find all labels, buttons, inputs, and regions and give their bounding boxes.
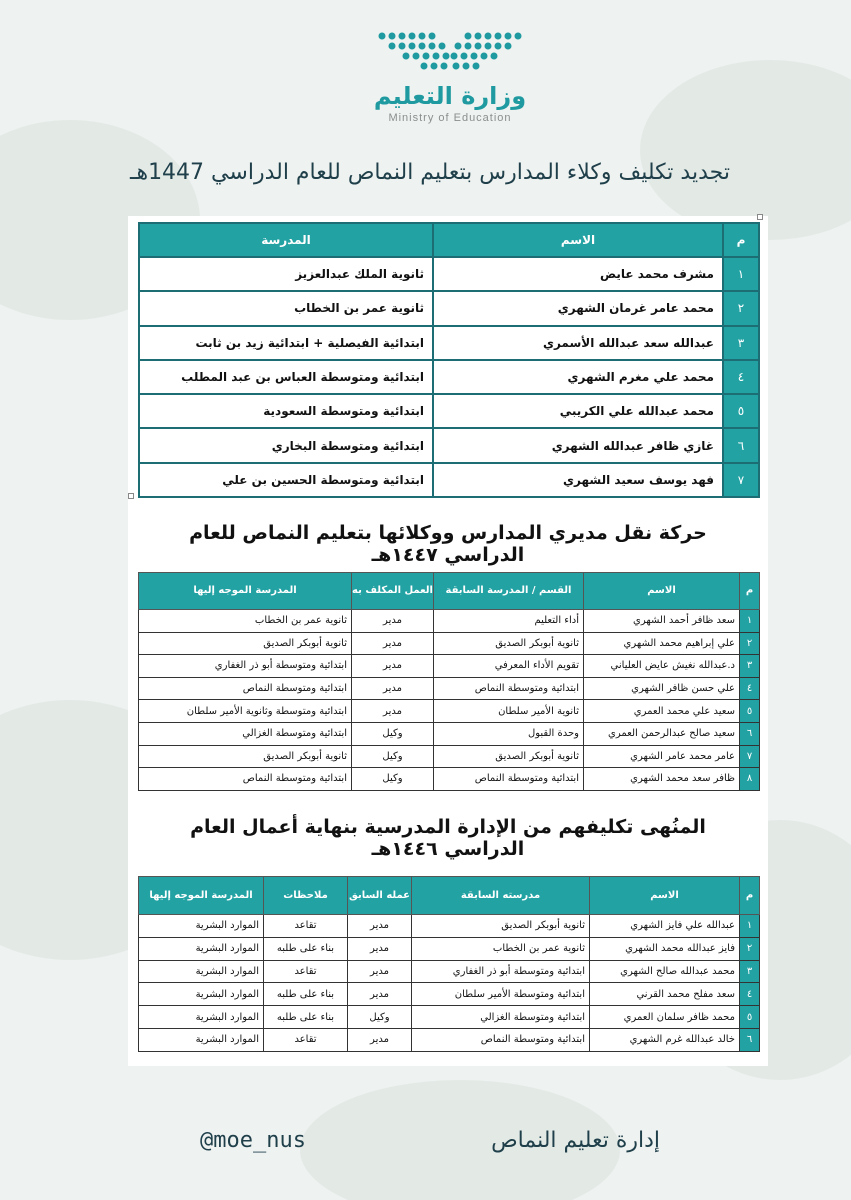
target-school-cell: ثانوية أبوبكر الصديق [139,632,352,655]
notes-cell: تقاعد [264,960,348,983]
name-cell: محمد علي مغرم الشهري [433,360,723,394]
column-header-name: الاسم [584,573,740,610]
row-number-cell: ٣ [723,326,759,360]
column-header-target-school: المدرسة الموجه إليها [139,573,352,610]
table-row [139,745,760,768]
section-title-terminated: المنُهى تكليفهم من الإدارة المدرسية بنهاية أعمال العام الدراسي ١٤٤٦هـ [190,816,706,860]
previous-role-cell: مدير [348,1028,412,1051]
row-number-cell: ٥ [740,1006,760,1029]
ministry-logo-mark-icon [370,28,530,74]
document-sheet [128,216,768,1066]
name-cell: خالد عبدالله غرم الشهري [590,1028,740,1051]
terminated-assignments-table [138,876,760,1052]
school-cell: ابتدائية ومتوسطة البخاري [139,428,433,462]
name-cell: علي إبراهيم محمد الشهري [584,632,740,655]
school-cell: ابتدائية الفيصلية + ابتدائية زيد بن ثابت [139,326,433,360]
table-row [139,610,760,633]
table-header-row [139,877,760,915]
name-cell: ظافر سعد محمد الشهري [584,768,740,791]
row-number-cell: ٢ [740,632,760,655]
row-number-cell: ٤ [740,677,760,700]
target-school-cell: الموارد البشرية [139,915,264,938]
assigned-role-cell: وكيل [352,722,434,745]
previous-school-cell: ابتدائية ومتوسطة الغزالي [412,1006,590,1029]
table-row [139,937,760,960]
assigned-role-cell: مدير [352,632,434,655]
assigned-role-cell: وكيل [352,745,434,768]
previous-role-cell: مدير [348,960,412,983]
name-cell: علي حسن ظافر الشهري [584,677,740,700]
table-row [139,1006,760,1029]
name-cell: محمد ظافر سلمان العمري [590,1006,740,1029]
assigned-role-cell: مدير [352,677,434,700]
table-row [139,768,760,791]
assigned-role-cell: مدير [352,655,434,678]
table-row [139,291,759,325]
previous-role-cell: مدير [348,983,412,1006]
table-row [139,632,760,655]
previous-school-cell: ابتدائية ومتوسطة النماص [434,677,584,700]
previous-school-cell: أداء التعليم [434,610,584,633]
table-row [139,394,759,428]
resize-handle[interactable] [128,493,134,499]
notes-cell: بناء على طلبه [264,1006,348,1029]
assigned-role-cell: وكيل [352,768,434,791]
row-number-cell: ٥ [723,394,759,428]
previous-school-cell: ثانوية أبوبكر الصديق [412,915,590,938]
column-header-previous-school: القسم / المدرسة السابقة [434,573,584,610]
previous-role-cell: وكيل [348,1006,412,1029]
previous-role-cell: مدير [348,915,412,938]
table-row [139,915,760,938]
previous-school-cell: وحدة القبول [434,722,584,745]
target-school-cell: ابتدائية ومتوسطة النماص [139,677,352,700]
assigned-role-cell: مدير [352,610,434,633]
column-header-notes: ملاحظات [264,877,348,915]
school-cell: ثانوية الملك عبدالعزيز [139,257,433,291]
table-row [139,1028,760,1051]
column-header-number: م [740,877,760,915]
previous-school-cell: تقويم الأداء المعرفي [434,655,584,678]
agents-renewal-table [138,222,760,498]
row-number-cell: ٢ [723,291,759,325]
transfers-table [138,572,760,791]
name-cell: محمد عبدالله صالح الشهري [590,960,740,983]
column-header-name: الاسم [590,877,740,915]
target-school-cell: ابتدائية ومتوسطة الغزالي [139,722,352,745]
name-cell: فايز عبدالله محمد الشهري [590,937,740,960]
row-number-cell: ١ [740,915,760,938]
name-cell: سعيد صالح عبدالرحمن العمري [584,722,740,745]
transfers-table-body [139,610,760,791]
name-cell: د.عبدالله نغيش عايض العلياني [584,655,740,678]
row-number-cell: ٧ [723,463,759,497]
target-school-cell: ابتدائية ومتوسطة وثانوية الأمير سلطان [139,700,352,723]
target-school-cell: ابتدائية ومتوسطة أبو ذر الغفاري [139,655,352,678]
table-row [139,655,760,678]
resize-handle[interactable] [757,214,763,220]
target-school-cell: الموارد البشرية [139,1028,264,1051]
column-header-target-school: المدرسة الموجه إليها [139,877,264,915]
table-row [139,428,759,462]
previous-school-cell: ثانوية أبوبكر الصديق [434,632,584,655]
previous-school-cell: ثانوية الأمير سلطان [434,700,584,723]
table-row [139,700,760,723]
terminated-assignments-table-body [139,915,760,1052]
previous-school-cell: ابتدائية ومتوسطة الأمير سلطان [412,983,590,1006]
column-header-previous-role: عمله السابق [348,877,412,915]
target-school-cell: ابتدائية ومتوسطة النماص [139,768,352,791]
target-school-cell: الموارد البشرية [139,1006,264,1029]
row-number-cell: ٤ [740,983,760,1006]
social-handle[interactable]: @moe_nus [200,1128,306,1153]
target-school-cell: الموارد البشرية [139,960,264,983]
previous-school-cell: ثانوية عمر بن الخطاب [412,937,590,960]
column-header-assigned-role: العمل المكلف به [352,573,434,610]
agents-renewal-table-body [139,257,759,497]
name-cell: عبدالله سعد عبدالله الأسمري [433,326,723,360]
column-header-school: المدرسة [139,223,433,257]
name-cell: غازي ظافر عبدالله الشهري [433,428,723,462]
row-number-cell: ١ [723,257,759,291]
row-number-cell: ١ [740,610,760,633]
target-school-cell: الموارد البشرية [139,937,264,960]
row-number-cell: ٨ [740,768,760,791]
name-cell: سعد مفلح محمد القرني [590,983,740,1006]
row-number-cell: ٦ [723,428,759,462]
previous-school-cell: ابتدائية ومتوسطة النماص [434,768,584,791]
name-cell: سعد ظافر أحمد الشهري [584,610,740,633]
school-cell: ابتدائية ومتوسطة الحسين بن علي [139,463,433,497]
table-row [139,960,760,983]
table-row [139,722,760,745]
assigned-role-cell: مدير [352,700,434,723]
previous-school-cell: ابتدائية ومتوسطة أبو ذر الغفاري [412,960,590,983]
name-cell: مشرف محمد عايض [433,257,723,291]
row-number-cell: ٤ [723,360,759,394]
name-cell: عامر محمد عامر الشهري [584,745,740,768]
name-cell: محمد عامر غرمان الشهري [433,291,723,325]
row-number-cell: ٣ [740,655,760,678]
row-number-cell: ٥ [740,700,760,723]
page-title: تجديد تكليف وكلاء المدارس بتعليم النماص للعام الدراسي 1447هـ [130,160,730,185]
school-cell: ابتدائية ومتوسطة العباس بن عبد المطلب [139,360,433,394]
previous-school-cell: ابتدائية ومتوسطة النماص [412,1028,590,1051]
column-header-number: م [740,573,760,610]
ministry-logo [370,28,530,140]
row-number-cell: ٢ [740,937,760,960]
department-name: إدارة تعليم النماص [491,1128,660,1153]
notes-cell: تقاعد [264,1028,348,1051]
target-school-cell: ثانوية عمر بن الخطاب [139,610,352,633]
footer [200,1128,660,1153]
school-cell: ابتدائية ومتوسطة السعودية [139,394,433,428]
table-row [139,463,759,497]
background-blob [640,60,851,240]
table-row [139,326,759,360]
table-row [139,360,759,394]
column-header-previous-school: مدرسته السابقة [412,877,590,915]
school-cell: ثانوية عمر بن الخطاب [139,291,433,325]
table-row [139,983,760,1006]
row-number-cell: ٣ [740,960,760,983]
column-header-number: م [723,223,759,257]
notes-cell: بناء على طلبه [264,983,348,1006]
name-cell: فهد يوسف سعيد الشهري [433,463,723,497]
target-school-cell: ثانوية أبوبكر الصديق [139,745,352,768]
column-header-name: الاسم [433,223,723,257]
previous-school-cell: ثانوية أبوبكر الصديق [434,745,584,768]
name-cell: سعيد علي محمد العمري [584,700,740,723]
section-title-transfers: حركة نقل مديري المدارس ووكلائها بتعليم النماص للعام الدراسي ١٤٤٧هـ [189,522,707,566]
row-number-cell: ٦ [740,1028,760,1051]
table-header-row [139,573,760,610]
previous-role-cell: مدير [348,937,412,960]
notes-cell: تقاعد [264,915,348,938]
table-row [139,677,760,700]
notes-cell: بناء على طلبه [264,937,348,960]
logo-arabic-text: وزارة التعليم [373,82,527,110]
table-row [139,257,759,291]
row-number-cell: ٦ [740,722,760,745]
row-number-cell: ٧ [740,745,760,768]
table-header-row [139,223,759,257]
logo-english-text: Ministry of Education [388,112,512,124]
name-cell: عبدالله علي فايز الشهري [590,915,740,938]
name-cell: محمد عبدالله علي الكريبي [433,394,723,428]
target-school-cell: الموارد البشرية [139,983,264,1006]
